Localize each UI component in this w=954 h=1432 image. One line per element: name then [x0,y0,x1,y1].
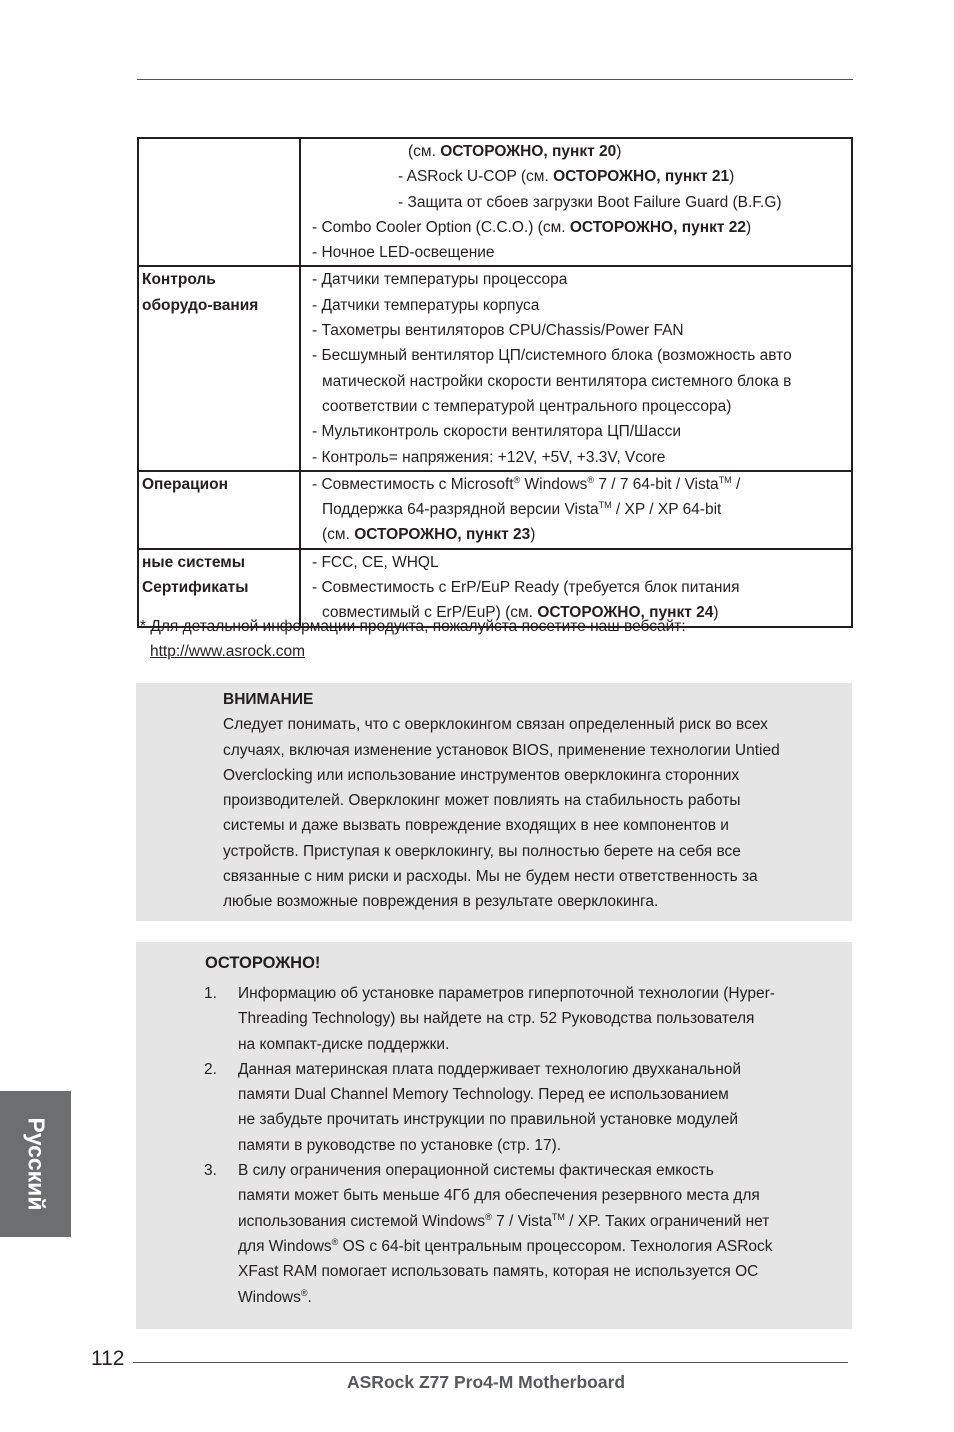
bold-text: ОСТОРОЖНО, пункт 22 [569,218,746,236]
superscript: ® [587,474,595,485]
warning-line: любые возможные повреждения в результате оверклокинга. [223,893,659,911]
spec-label-cell [138,266,300,470]
text-run: / XP / XP 64-bit [611,501,722,519]
caution-line [238,1032,775,1057]
text-run: 7 / Vista [491,1212,552,1230]
caution-line [238,1183,775,1208]
text-run: - Датчики температуры корпуса [312,296,540,314]
spec-value-cell [300,471,852,549]
superscript: TM [551,1211,565,1222]
text-run: (см. [322,526,355,544]
caution-line [238,1158,775,1183]
spec-line [301,190,851,215]
text-run: OS с 64-bit центральным процессором. Технология ASRock [338,1237,773,1255]
text-run: Поддержка 64-разрядной версии Vista [322,501,599,519]
text-run: - Ночное LED-освещение [312,244,495,262]
spec-line [301,522,851,547]
superscript: TM [718,474,732,485]
spec-line [301,550,851,575]
spec-line [301,419,851,444]
warning-line: устройств. Приступая к оверклокингу, вы полностью берете на себя все [223,842,741,860]
text-run: для Windows [238,1237,332,1255]
footnote-text: * Для детальной информации продукта, пожалуйста посетите наш вебсайт: [140,618,686,635]
text-run: - Тахометры вентиляторов CPU/Chassis/Power FAN [312,322,684,340]
bold-text: ОСТОРОЖНО, пункт 24 [537,604,714,622]
caution-title: ОСТОРОЖНО! [205,954,321,972]
spec-line [301,575,851,600]
caution-line [238,1082,775,1107]
warning-line: Следует понимать, что с оверклокингом связан определенный риск во всех [223,716,768,734]
text-run: - ASRock U-COP (см. [398,168,554,186]
spec-line [301,472,851,497]
spec-row [138,138,852,266]
warning-line: связанные с ним риски и расходы. Мы не будем нести ответственность за [223,868,758,886]
spec-line [301,394,851,419]
spec-table [137,137,853,628]
caution-line [238,1107,775,1132]
spec-line [301,267,851,292]
warning-line: системы и даже вызвать повреждение входящих в нее компонентов и [223,817,729,835]
caution-line [238,981,775,1006]
text-run: ) [616,143,622,160]
spec-row [138,266,852,470]
spec-line [301,343,851,368]
caution-line [238,1285,775,1310]
text-run: на компакт-диске поддержки. [238,1035,450,1053]
spec-label: оборудо-вания [142,296,259,314]
spec-label: Контроль [142,271,216,289]
warning-line: производителей. Оверклокинг может повлиять на стабильность работы [223,792,741,810]
text-run: памяти в руководстве по установке (стр. 17). [238,1136,562,1154]
text-run: ) [713,604,719,622]
caution-line [238,1006,775,1031]
superscript: TM [598,500,612,510]
warning-line: случаях, включая изменение установок BIOS, применение технологии Untied [223,741,780,759]
caution-line [238,1057,775,1082]
text-run: В силу ограничения операционной системы фактическая емкость [238,1162,714,1180]
text-run: - Датчики температуры процессора [312,271,568,289]
spec-line [301,164,851,189]
superscript: ® [300,1287,308,1298]
bottom-rule [133,1362,848,1363]
spec-value-cell [300,266,852,470]
spec-line [301,445,851,470]
spec-line [301,240,851,265]
spec-line [301,318,851,343]
caution-item [204,1158,775,1310]
text-run: памяти может быть меньше 4Гб для обеспечения резервного места для [238,1187,760,1205]
caution-line [238,1259,775,1284]
text-run: - Защита от сбоев загрузки Boot Failure Guard (B.F.G) [398,193,782,211]
text-run: Информацию об установке параметров гиперпоточной технологии (Hyper- [238,985,775,1002]
bold-text: ОСТОРОЖНО, пункт 23 [354,526,531,544]
text-run: - FCC, CE, WHQL [312,553,439,571]
text-run: не забудьте прочитать инструкции по правильной установке модулей [238,1111,738,1129]
text-run: XFast RAM помогает использовать память, которая не используется ОС [238,1263,759,1281]
language-tab-label: Русский [23,1117,49,1211]
superscript: ® [331,1236,339,1247]
superscript: ® [485,1211,492,1222]
top-rule [137,79,853,80]
footer-title: ASRock Z77 Pro4-M Motherboard [347,1372,626,1392]
text-run: ) [530,526,536,544]
caution-item-number: 1. [204,985,217,1002]
text-run: - Совместимость с ErP/EuP Ready (требуется блок питания [312,579,740,597]
text-run: использования системой Windows [238,1212,486,1230]
text-run: памяти Dual Channel Memory Technology. Перед ее использованием [238,1086,729,1104]
text-run: Threading Technology) вы найдете на стр. 52 Руководства пользователя [238,1010,755,1028]
text-run: - Совместимость с Microsoft [312,475,514,493]
spec-line [301,293,851,318]
caution-item-number: 3. [204,1162,217,1180]
text-run: Windows [520,475,588,493]
text-run: Данная материнская плата поддерживает технологию двухканальной [238,1060,742,1078]
spec-value-cell [300,138,852,266]
text-run: соответствии с температурой центрального процессора) [322,397,732,415]
bold-text: ОСТОРОЖНО, пункт 21 [553,168,730,186]
warning-box [136,683,852,921]
superscript: ® [513,474,521,485]
text-run: - Контроль= напряжения: +12V, +5V, +3.3V, Vcore [312,448,666,466]
spec-line [301,497,851,522]
text-run: Windows [238,1288,301,1306]
text-run: (см. [408,143,441,160]
spec-label: ные системы [142,553,246,571]
spec-label: Сертификаты [142,579,249,597]
spec-row [138,471,852,549]
text-run: 7 / 7 64-bit / Vista [594,475,719,493]
spec-line [301,369,851,394]
caution-item [204,1057,775,1158]
website-link[interactable]: http://www.asrock.com [150,643,306,661]
text-run: . [307,1288,312,1306]
language-tab [0,1091,71,1237]
spec-label-cell [138,138,300,266]
text-run: совместимый с ErP/EuP) (см. [322,604,538,622]
spec-label-cell [138,471,300,549]
caution-line [238,1234,775,1259]
page-number: 112 [91,1347,125,1370]
caution-item [204,981,775,1057]
text-run: / XP. Таких ограничений нет [564,1212,770,1230]
caution-box [136,942,852,1329]
spec-line [301,215,851,240]
caution-item-number: 2. [204,1060,217,1078]
warning-title: ВНИМАНИЕ [223,691,314,708]
text-run: ) [729,168,735,186]
text-run: - Мультиконтроль скорости вентилятора ЦП/Шасси [312,423,681,441]
text-run: - Combo Cooler Option (C.C.O.) (см. [312,218,570,236]
text-run: / [731,475,741,493]
text-run: матической настройки скорости вентилятора системного блока в [322,372,792,390]
bold-text: ОСТОРОЖНО, пункт 20 [440,143,617,160]
caution-line [238,1209,775,1234]
footnote [140,614,686,665]
spec-label: Операцион [142,475,229,493]
spec-line [301,139,851,164]
warning-line: Overclocking или использование инструментов оверклокинга сторонних [223,766,740,784]
caution-line [238,1133,775,1158]
caution-list [204,981,775,1310]
text-run: ) [745,218,752,236]
text-run: - Бесшумный вентилятор ЦП/системного блока (возможность авто [312,347,792,365]
